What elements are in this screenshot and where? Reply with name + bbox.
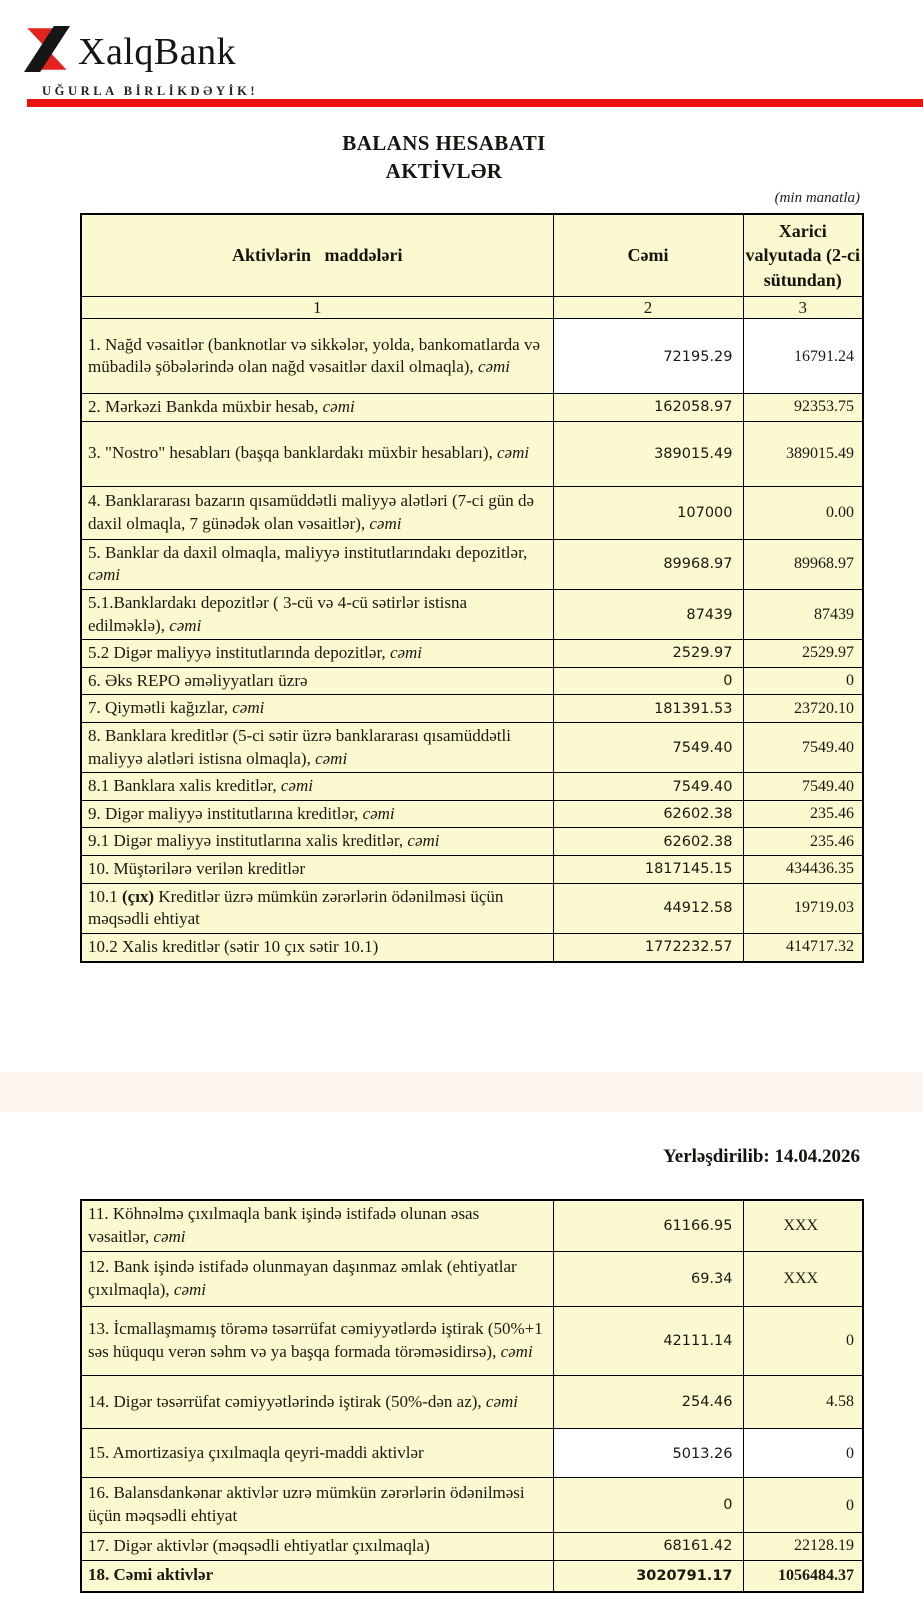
report-title-line2: AKTİVLƏR — [385, 159, 503, 184]
row-label: 9.1 Digər maliyyə institutlarına xalis kreditlər, cəmi — [81, 828, 553, 856]
table-row — [81, 773, 863, 801]
row-label: 5. Banklar da daxil olmaqla, maliyyə institutlarındakı depozitlər, cəmi — [81, 539, 553, 589]
row-value-foreign: 235.46 — [743, 828, 863, 856]
assets-table-lower — [80, 1199, 864, 1593]
row-value-total: 89968.97 — [553, 539, 743, 589]
placement-date: Yerləşdirilib: 14.04.2026 — [663, 1146, 860, 1167]
column-index-2: 2 — [553, 296, 743, 318]
table-row — [81, 1252, 863, 1307]
row-label: 15. Amortizasiya çıxılmaqla qeyri-maddi aktivlər — [81, 1429, 553, 1478]
table-row — [81, 723, 863, 773]
row-label: 3. "Nostro" hesabları (başqa banklardakı müxbir hesabları), cəmi — [81, 421, 553, 486]
row-value-foreign: 7549.40 — [743, 773, 863, 801]
row-value-foreign: XXX — [743, 1252, 863, 1307]
table-row — [81, 1307, 863, 1376]
row-value-total: 44912.58 — [553, 883, 743, 933]
assets-table-upper — [80, 213, 864, 963]
table-row — [81, 883, 863, 933]
row-value-total: 2529.97 — [553, 640, 743, 668]
row-value-foreign: 4.58 — [743, 1376, 863, 1429]
row-value-foreign: 0.00 — [743, 486, 863, 539]
row-value-total: 87439 — [553, 589, 743, 639]
row-value-foreign: 389015.49 — [743, 421, 863, 486]
row-label: 12. Bank işində istifadə olunmayan daşınmaz əmlak (ehtiyatlar çıxılmaqla), cəmi — [81, 1252, 553, 1307]
table-row — [81, 1533, 863, 1561]
row-value-total: 1772232.57 — [553, 933, 743, 961]
row-value-foreign: 0 — [743, 1478, 863, 1533]
table-row — [81, 319, 863, 394]
header-foreign-currency: Xarici valyutada (2-ci sütundan) — [743, 214, 863, 296]
row-value-total: 162058.97 — [553, 394, 743, 422]
red-divider-line — [27, 99, 923, 107]
row-value-total: 254.46 — [553, 1376, 743, 1429]
row-label: 5.1.Banklardakı depozitlər ( 3-cü və 4-cü sətirlər istisna edilməklə), cəmi — [81, 589, 553, 639]
row-value-total: 61166.95 — [553, 1200, 743, 1252]
column-index-row — [81, 296, 863, 318]
row-value-total: 69.34 — [553, 1252, 743, 1307]
table-row — [81, 589, 863, 639]
row-label: 5.2 Digər maliyyə institutlarında depozitlər, cəmi — [81, 640, 553, 668]
row-label: 7. Qiymətli kağızlar, cəmi — [81, 695, 553, 723]
row-value-foreign: 0 — [743, 1429, 863, 1478]
header-total: Cəmi — [553, 214, 743, 296]
brand-header — [24, 26, 258, 99]
row-value-foreign: 434436.35 — [743, 856, 863, 884]
row-value-total: 68161.42 — [553, 1533, 743, 1561]
table-row — [81, 486, 863, 539]
header-items: Aktivlərin maddələri — [81, 214, 553, 296]
header-row — [81, 214, 863, 296]
row-label: 8. Banklara kreditlər (5-ci sətir üzrə banklararası qısamüddətli maliyyə alətləri istisna olmaqla), cəmi — [81, 723, 553, 773]
row-value-total: 181391.53 — [553, 695, 743, 723]
table-row — [81, 695, 863, 723]
row-label: 10.1 (çıx) Kreditlər üzrə mümkün zərərlərin ödənilməsi üçün məqsədli ehtiyat — [81, 883, 553, 933]
row-value-foreign: XXX — [743, 1200, 863, 1252]
table-row — [81, 1560, 863, 1592]
row-value-foreign: 22128.19 — [743, 1533, 863, 1561]
row-value-total: 3020791.17 — [553, 1560, 743, 1592]
row-value-foreign: 7549.40 — [743, 723, 863, 773]
row-value-total: 107000 — [553, 486, 743, 539]
row-value-total: 42111.14 — [553, 1307, 743, 1376]
row-value-foreign: 0 — [743, 667, 863, 695]
table-row — [81, 1478, 863, 1533]
row-label: 10.2 Xalis kreditlər (sətir 10 çıx sətir 10.1) — [81, 933, 553, 961]
row-label: 11. Köhnəlmə çıxılmaqla bank işində istifadə olunan əsas vəsaitlər, cəmi — [81, 1200, 553, 1252]
row-value-total: 389015.49 — [553, 421, 743, 486]
row-value-total: 7549.40 — [553, 723, 743, 773]
xalqbank-logo-icon — [24, 26, 70, 77]
report-title-line1: BALANS HESABATI — [342, 131, 546, 155]
row-value-foreign: 414717.32 — [743, 933, 863, 961]
row-label: 13. İcmallaşmamış törəmə təsərrüfat cəmiyyətlərdə iştirak (50%+1 səs hüququ verən səhm və ya başqa formada törəməsidirsə), cəmi — [81, 1307, 553, 1376]
row-value-total: 0 — [553, 667, 743, 695]
row-label: 14. Digər təsərrüfat cəmiyyətlərində iştirak (50%-dən az), cəmi — [81, 1376, 553, 1429]
row-label: 10. Müştərilərə verilən kreditlər — [81, 856, 553, 884]
row-label: 16. Balansdankənar aktivlər uzrə mümkün zərərlərin ödənilməsi üçün məqsədli ehtiyat — [81, 1478, 553, 1533]
row-value-total: 7549.40 — [553, 773, 743, 801]
table-row — [81, 933, 863, 961]
table-row — [81, 539, 863, 589]
row-label: 4. Banklararası bazarın qısamüddətli maliyyə alətləri (7-ci gün də daxil olmaqla, 7 günədək olan vəsaitlər), cəmi — [81, 486, 553, 539]
table-row — [81, 1376, 863, 1429]
row-value-total: 1817145.15 — [553, 856, 743, 884]
table-row — [81, 828, 863, 856]
row-label: 17. Digər aktivlər (məqsədli ehtiyatlar çıxılmaqla) — [81, 1533, 553, 1561]
brand-name: XalqBank — [78, 30, 237, 73]
row-value-total: 72195.29 — [553, 319, 743, 394]
row-label: 18. Cəmi aktivlər — [81, 1560, 553, 1592]
column-index-3: 3 — [743, 296, 863, 318]
row-value-total: 62602.38 — [553, 828, 743, 856]
row-label: 8.1 Banklara xalis kreditlər, cəmi — [81, 773, 553, 801]
column-index-1: 1 — [81, 296, 553, 318]
row-value-foreign: 2529.97 — [743, 640, 863, 668]
table-row — [81, 640, 863, 668]
row-label: 2. Mərkəzi Bankda müxbir hesab, cəmi — [81, 394, 553, 422]
table-row — [81, 800, 863, 828]
row-value-foreign: 23720.10 — [743, 695, 863, 723]
row-label: 6. Əks REPO əməliyyatları üzrə — [81, 667, 553, 695]
row-value-foreign: 89968.97 — [743, 539, 863, 589]
row-label: 9. Digər maliyyə institutlarına kreditlər, cəmi — [81, 800, 553, 828]
report-title — [0, 129, 888, 186]
row-value-foreign: 0 — [743, 1307, 863, 1376]
table-row — [81, 667, 863, 695]
row-value-total: 5013.26 — [553, 1429, 743, 1478]
table-row — [81, 1429, 863, 1478]
row-value-foreign: 235.46 — [743, 800, 863, 828]
row-value-total: 62602.38 — [553, 800, 743, 828]
row-value-foreign: 16791.24 — [743, 319, 863, 394]
row-value-foreign: 1056484.37 — [743, 1560, 863, 1592]
unit-note: (min manatla) — [774, 190, 860, 206]
table-row — [81, 394, 863, 422]
table-row — [81, 1200, 863, 1252]
row-value-foreign: 87439 — [743, 589, 863, 639]
row-label: 1. Nağd vəsaitlər (banknotlar və sikkələr, yolda, bankomatlarda və mübadilə şöbələrində olan nağd vəsaitlər daxil olmaqla), cəmi — [81, 319, 553, 394]
table-row — [81, 856, 863, 884]
page-break-strip — [0, 1072, 923, 1112]
row-value-foreign: 19719.03 — [743, 883, 863, 933]
row-value-total: 0 — [553, 1478, 743, 1533]
row-value-foreign: 92353.75 — [743, 394, 863, 422]
table-row — [81, 421, 863, 486]
brand-tagline: UĞURLA BİRLİKDƏYİK! — [42, 84, 259, 98]
